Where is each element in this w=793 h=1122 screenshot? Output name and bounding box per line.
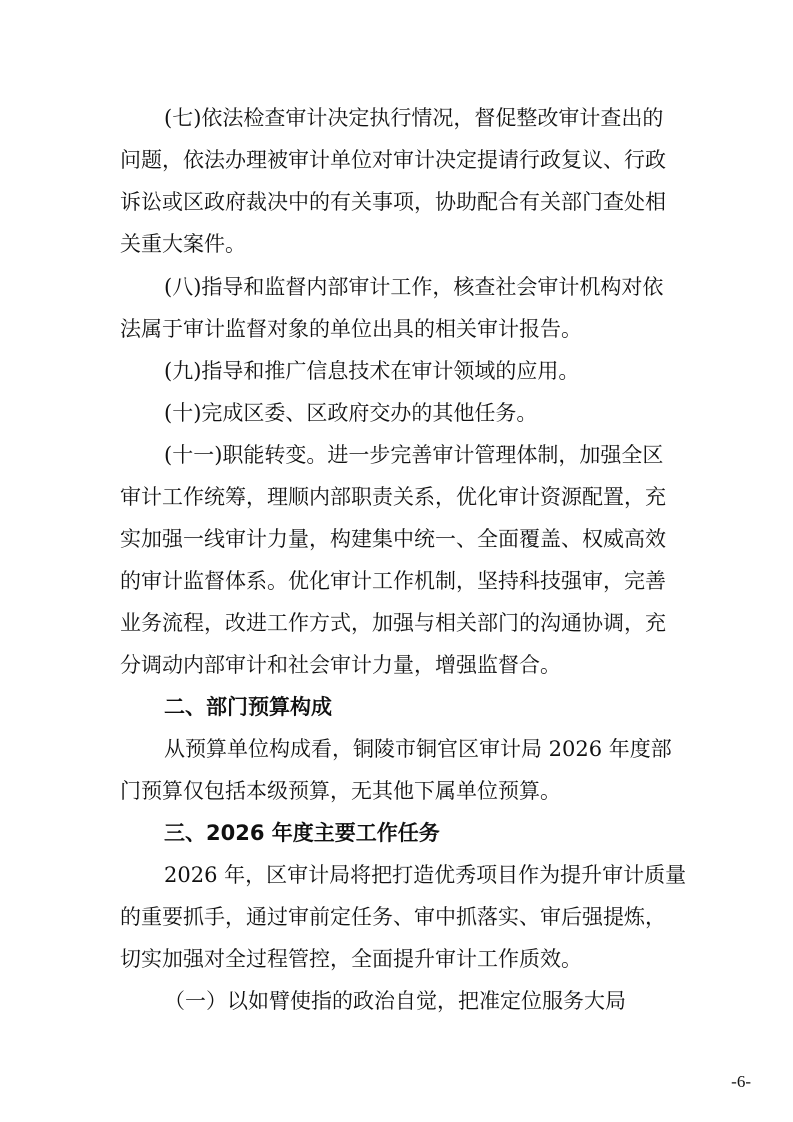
paragraph-11-line-1: (十一)职能转变。进一步完善审计管理体制，加强全区 (164, 443, 664, 467)
paragraph-7-line-1: (七)依法检查审计决定执行情况，督促整改审计查出的 (164, 106, 664, 130)
section-3-paragraph-line-2: 的重要抓手，通过审前定任务、审中抓落实、审后强提炼， (120, 905, 666, 929)
paragraph-8-line-2: 法属于审计监督对象的单位出具的相关审计报告。 (120, 317, 582, 341)
paragraph-10: (十)完成区委、区政府交办的其他任务。 (164, 401, 538, 425)
section-2-heading: 二、部门预算构成 (164, 695, 332, 719)
page-number: -6- (731, 1072, 751, 1091)
section-2-paragraph-line-1: 从预算单位构成看，铜陵市铜官区审计局 2026 年度部 (164, 737, 672, 761)
paragraph-11-line-4: 的审计监督体系。优化审计工作机制，坚持科技强审，完善 (120, 569, 666, 593)
paragraph-7-line-4: 关重大案件。 (120, 232, 246, 256)
section-3-paragraph-line-3: 切实加强对全过程管控，全面提升审计工作质效。 (120, 947, 582, 971)
paragraph-11-line-3: 实加强一线审计力量，构建集中统一、全面覆盖、权威高效 (120, 527, 666, 551)
paragraph-7-line-2: 问题，依法办理被审计单位对审计决定提请行政复议、行政 (120, 148, 666, 172)
paragraph-7-line-3: 诉讼或区政府裁决中的有关事项，协助配合有关部门查处相 (120, 190, 666, 214)
paragraph-11-line-2: 审计工作统筹，理顺内部职责关系，优化审计资源配置，充 (120, 485, 666, 509)
paragraph-11-line-5: 业务流程，改进工作方式，加强与相关部门的沟通协调，充 (120, 611, 666, 635)
section-2-paragraph-line-2: 门预算仅包括本级预算，无其他下属单位预算。 (120, 779, 561, 803)
section-3-heading: 三、2026 年度主要工作任务 (164, 821, 440, 845)
subsection-1-heading: （一）以如臂使指的政治自觉，把准定位服务大局 (164, 989, 626, 1013)
section-3-paragraph-line-1: 2026 年，区审计局将把打造优秀项目作为提升审计质量 (164, 863, 687, 887)
paragraph-9: (九)指导和推广信息技术在审计领域的应用。 (164, 359, 580, 383)
paragraph-11-line-6: 分调动内部审计和社会审计力量，增强监督合。 (120, 653, 561, 677)
paragraph-8-line-1: (八)指导和监督内部审计工作，核查社会审计机构对依 (164, 275, 664, 299)
